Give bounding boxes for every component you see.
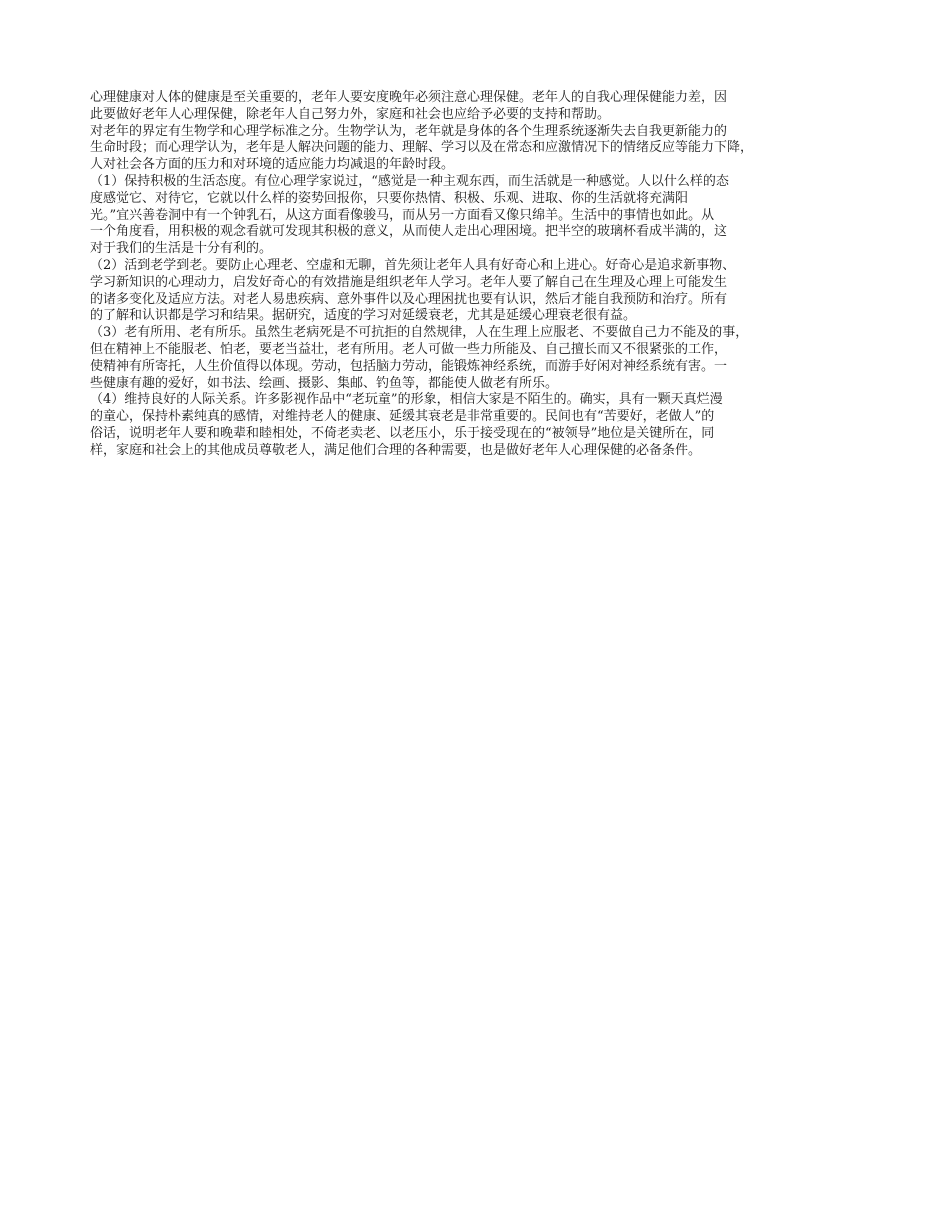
text-line: 的诸多变化及适应方法。对老人易患疾病、意外事件以及心理困扰也要有认识，然后才能自我预防和治疗。所有 bbox=[90, 291, 728, 307]
text-line: 些健康有趣的爱好，如书法、绘画、摄影、集邮、钓鱼等，都能使人做老有所乐。 bbox=[90, 375, 559, 391]
text-line: 样，家庭和社会上的其他成员尊敬老人，满足他们合理的各种需要，也是做好老年人心理保健的必备条件。 bbox=[90, 442, 702, 458]
text-line: 但在精神上不能服老、怕老，要老当益壮，老有所用。老人可做一些力所能及、自己擅长而又不很紧张的工作， bbox=[90, 341, 728, 357]
text-line: （3）老有所用、老有所乐。虽然生老病死是不可抗拒的自然规律，人在生理上应服老、不要做自己力不能及的事， bbox=[90, 325, 749, 341]
document-body bbox=[90, 90, 865, 460]
text-line: 学习新知识的心理动力，启发好奇心的有效措施是组织老年人学习。老年人要了解自己在生理及心理上可能发生 bbox=[90, 274, 728, 290]
text-line: 的童心，保持朴素纯真的感情，对维持老人的健康、延缓其衰老是非常重要的。民间也有“苦要好，老做人”的 bbox=[90, 409, 715, 425]
text-line: （4）维持良好的人际关系。许多影视作品中“老玩童”的形象，相信大家是不陌生的。确实，具有一颗天真烂漫 bbox=[90, 392, 723, 408]
text-line: 对于我们的生活是十分有利的。 bbox=[90, 241, 273, 257]
text-line: 对老年的界定有生物学和心理学标准之分。生物学认为，老年就是身体的各个生理系统逐渐失去自我更新能力的 bbox=[90, 123, 728, 139]
text-line: （1）保持积极的生活态度。有位心理学家说过，“感觉是一种主观东西，而生活就是一种感觉。人以什么样的态 bbox=[90, 173, 729, 189]
text-line: （2）活到老学到老。要防止心理老、空虚和无聊，首先须让老年人具有好奇心和上进心。好奇心是追求新事物、 bbox=[90, 257, 736, 273]
text-line: 的了解和认识都是学习和结果。据研究，适度的学习对延缓衰老，尤其是延缓心理衰老很有益。 bbox=[90, 308, 637, 324]
text-line: 生命时段；而心理学认为，老年是人解决问题的能力、理解、学习以及在常态和应激情况下的情绪反应等能力下降， bbox=[90, 140, 754, 156]
text-line: 使精神有所寄托，人生价值得以体现。劳动，包括脑力劳动，能锻炼神经系统，而游手好闲对神经系统有害。一 bbox=[90, 358, 728, 374]
text-line: 人对社会各方面的压力和对环境的适应能力均减退的年龄时段。 bbox=[90, 157, 455, 173]
text-line: 此要做好老年人心理保健，除老年人自己努力外，家庭和社会也应给予必要的支持和帮助。 bbox=[90, 106, 611, 122]
text-line: 俗话，说明老年人要和晚辈和睦相处，不倚老卖老、以老压小，乐于接受现在的“被领导”地位是关键所在，同 bbox=[90, 425, 715, 441]
text-line: 一个角度看，用积极的观念看就可发现其积极的意义，从而使人走出心理困境。把半空的玻璃杯看成半满的，这 bbox=[90, 224, 728, 240]
text-line: 心理健康对人体的健康是至关重要的，老年人要安度晚年必须注意心理保健。老年人的自我心理保健能力差，因 bbox=[90, 90, 728, 105]
text-line: 度感觉它、对待它，它就以什么样的姿势回报你，只要你热情、积极、乐观、进取、你的生活就将充满阳 bbox=[90, 190, 689, 206]
text-line: 光。”宜兴善卷洞中有一个钟乳石，从这方面看像骏马，而从另一方面看又像只绵羊。生活中的事情也如此。从 bbox=[90, 207, 715, 223]
